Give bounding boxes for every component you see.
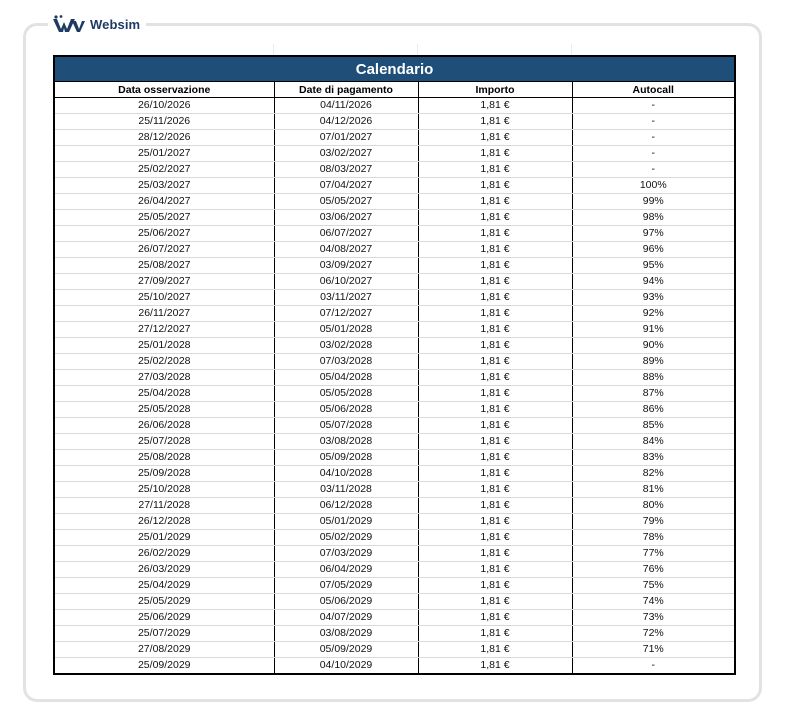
table-row [54, 354, 735, 370]
cell-data-osservazione: 25/01/2029 [54, 530, 274, 546]
cell-importo: 1,81 € [418, 258, 572, 274]
cell-importo: 1,81 € [418, 514, 572, 530]
cell-data-osservazione: 25/03/2027 [54, 178, 274, 194]
brand-name: Websim [90, 16, 141, 32]
cell-importo: 1,81 € [418, 306, 572, 322]
cell-date-pagamento: 06/07/2027 [274, 226, 418, 242]
table-row [54, 434, 735, 450]
table-row [54, 386, 735, 402]
table-row [54, 146, 735, 162]
cell-data-osservazione: 26/06/2028 [54, 418, 274, 434]
cell-importo: 1,81 € [418, 530, 572, 546]
cell-autocall: 83% [572, 450, 735, 466]
cell-autocall: 76% [572, 562, 735, 578]
table-row [54, 258, 735, 274]
cell-data-osservazione: 26/03/2029 [54, 562, 274, 578]
cell-date-pagamento: 05/04/2028 [274, 370, 418, 386]
cell-autocall: - [651, 659, 656, 671]
cell-autocall: 96% [572, 242, 735, 258]
cell-autocall: 74% [572, 594, 735, 610]
table-row [54, 370, 735, 386]
cell-data-osservazione: 27/11/2028 [54, 498, 274, 514]
table-row [54, 658, 735, 675]
cell-autocall: 75% [572, 578, 735, 594]
cell-autocall: 97% [572, 226, 735, 242]
cell-importo: 1,81 € [418, 610, 572, 626]
table-row [54, 450, 735, 466]
table-row [54, 514, 735, 530]
table-row [54, 242, 735, 258]
table-row [54, 418, 735, 434]
cell-date-pagamento: 05/05/2028 [274, 386, 418, 402]
cell-importo: 1,81 € [418, 402, 572, 418]
cell-autocall: 84% [572, 434, 735, 450]
cell-data-osservazione: 26/04/2027 [54, 194, 274, 210]
cell-importo: 1,81 € [418, 354, 572, 370]
cell-date-pagamento: 03/08/2028 [274, 434, 418, 450]
cell-autocall: 99% [572, 194, 735, 210]
cell-autocall: - [572, 146, 735, 162]
cell-data-osservazione: 25/08/2028 [54, 450, 274, 466]
cell-data-osservazione: 27/08/2029 [54, 642, 274, 658]
cell-date-pagamento: 05/01/2029 [274, 514, 418, 530]
cell-date-pagamento: 07/01/2027 [274, 130, 418, 146]
cell-data-osservazione: 25/09/2028 [54, 466, 274, 482]
cell-importo: 1,81 € [418, 450, 572, 466]
cell-date-pagamento: 06/12/2028 [274, 498, 418, 514]
cell-importo: 1,81 € [418, 418, 572, 434]
cell-data-osservazione: 25/05/2029 [54, 594, 274, 610]
cell-autocall: - [572, 98, 735, 114]
cell-date-pagamento: 05/09/2029 [274, 642, 418, 658]
cell-date-pagamento: 04/10/2029 [274, 658, 418, 675]
cell-autocall: - [572, 162, 735, 178]
table-row [54, 498, 735, 514]
cell-importo: 1,81 € [418, 642, 572, 658]
cell-autocall: 91% [572, 322, 735, 338]
table-title-row [54, 56, 735, 82]
cell-importo: 1,81 € [418, 482, 572, 498]
cell-autocall: 94% [572, 274, 735, 290]
table-row [54, 562, 735, 578]
cell-importo: 1,81 € [418, 322, 572, 338]
cell-date-pagamento: 07/03/2029 [274, 546, 418, 562]
cell-data-osservazione: 26/12/2028 [54, 514, 274, 530]
cell-autocall: 95% [572, 258, 735, 274]
cell-importo: 1,81 € [418, 98, 572, 114]
cell-data-osservazione: 25/11/2026 [54, 114, 274, 130]
cell-importo: 1,81 € [418, 146, 572, 162]
cell-data-osservazione: 25/10/2027 [54, 290, 274, 306]
table-row [54, 626, 735, 642]
cell-data-osservazione: 25/04/2028 [54, 386, 274, 402]
cell-autocall: 79% [572, 514, 735, 530]
cell-date-pagamento: 04/07/2029 [274, 610, 418, 626]
cell-autocall: 82% [572, 466, 735, 482]
cell-date-pagamento: 05/07/2028 [274, 418, 418, 434]
cell-date-pagamento: 06/10/2027 [274, 274, 418, 290]
cell-data-osservazione: 26/10/2026 [54, 98, 274, 114]
cell-data-osservazione: 25/04/2029 [54, 578, 274, 594]
cell-importo: 1,81 € [418, 370, 572, 386]
table-row [54, 530, 735, 546]
cell-data-osservazione: 25/01/2027 [54, 146, 274, 162]
cell-date-pagamento: 03/06/2027 [274, 210, 418, 226]
cell-importo: 1,81 € [418, 226, 572, 242]
cell-importo: 1,81 € [418, 466, 572, 482]
cell-date-pagamento: 04/12/2026 [274, 114, 418, 130]
column-header-data-osservazione: Data osservazione [54, 82, 274, 98]
cell-date-pagamento: 07/04/2027 [274, 178, 418, 194]
cell-importo: 1,81 € [418, 210, 572, 226]
table-row [54, 162, 735, 178]
cell-data-osservazione: 25/06/2027 [54, 226, 274, 242]
cell-importo: 1,81 € [418, 386, 572, 402]
table-row [54, 130, 735, 146]
cell-autocall: 85% [572, 418, 735, 434]
table-row [54, 226, 735, 242]
table-row [54, 178, 735, 194]
cell-data-osservazione: 25/06/2029 [54, 610, 274, 626]
cell-autocall: - [572, 130, 735, 146]
cell-date-pagamento: 05/02/2029 [274, 530, 418, 546]
table-row [54, 322, 735, 338]
table-row [54, 402, 735, 418]
cell-date-pagamento: 07/12/2027 [274, 306, 418, 322]
column-header-date-pagamento: Date di pagamento [274, 82, 418, 98]
cell-autocall: 77% [572, 546, 735, 562]
cell-importo: 1,81 € [418, 194, 572, 210]
cell-date-pagamento: 05/01/2028 [274, 322, 418, 338]
cell-data-osservazione: 25/07/2028 [54, 434, 274, 450]
table-row [54, 194, 735, 210]
cell-date-pagamento: 05/06/2028 [274, 402, 418, 418]
table-row [54, 114, 735, 130]
cell-data-osservazione: 25/08/2027 [54, 258, 274, 274]
cell-data-osservazione: 27/09/2027 [54, 274, 274, 290]
table-row [54, 594, 735, 610]
cell-importo: 1,81 € [418, 114, 572, 130]
cell-date-pagamento: 04/10/2028 [274, 466, 418, 482]
table-title: Calendario [54, 56, 735, 82]
calendar-table [53, 55, 736, 675]
cell-importo: 1,81 € [418, 274, 572, 290]
cell-date-pagamento: 05/06/2029 [274, 594, 418, 610]
table-row [54, 482, 735, 498]
cell-data-osservazione: 26/07/2027 [54, 242, 274, 258]
cell-autocall: 89% [572, 354, 735, 370]
table-row [54, 466, 735, 482]
cell-data-osservazione: 26/02/2029 [54, 546, 274, 562]
cell-autocall: 72% [572, 626, 735, 642]
cell-data-osservazione: 25/07/2029 [54, 626, 274, 642]
cell-importo: 1,81 € [418, 498, 572, 514]
cell-data-osservazione: 25/09/2029 [54, 658, 274, 675]
cell-autocall: 80% [572, 498, 735, 514]
cell-autocall: 73% [572, 610, 735, 626]
cell-data-osservazione: 25/05/2028 [54, 402, 274, 418]
brand-logo[interactable] [48, 12, 146, 36]
cell-date-pagamento: 04/08/2027 [274, 242, 418, 258]
table-row [54, 290, 735, 306]
table-row [54, 642, 735, 658]
cell-data-osservazione: 27/12/2027 [54, 322, 274, 338]
cell-date-pagamento: 08/03/2027 [274, 162, 418, 178]
table-header-row [54, 82, 735, 98]
table-row [54, 338, 735, 354]
cell-importo: 1,81 € [418, 546, 572, 562]
cell-data-osservazione: 26/11/2027 [54, 306, 274, 322]
cell-autocall: 100% [572, 178, 735, 194]
cell-date-pagamento: 07/03/2028 [274, 354, 418, 370]
cell-date-pagamento: 03/02/2028 [274, 338, 418, 354]
cell-autocall: 78% [572, 530, 735, 546]
websim-logo-icon [52, 15, 86, 33]
table-row [54, 274, 735, 290]
cell-importo: 1,81 € [418, 562, 572, 578]
cell-data-osservazione: 25/05/2027 [54, 210, 274, 226]
cell-date-pagamento: 03/09/2027 [274, 258, 418, 274]
cell-data-osservazione: 25/02/2028 [54, 354, 274, 370]
cell-autocall: 98% [572, 210, 735, 226]
cell-autocall: 81% [572, 482, 735, 498]
cell-importo: 1,81 € [418, 242, 572, 258]
cell-importo: 1,81 € [418, 578, 572, 594]
table-row [54, 578, 735, 594]
cell-autocall: 90% [572, 338, 735, 354]
cell-importo: 1,81 € [418, 290, 572, 306]
cell-data-osservazione: 25/02/2027 [54, 162, 274, 178]
cell-date-pagamento: 06/04/2029 [274, 562, 418, 578]
cell-date-pagamento: 03/08/2029 [274, 626, 418, 642]
table-row [54, 98, 735, 114]
table-row [54, 610, 735, 626]
column-header-autocall: Autocall [572, 82, 735, 98]
cell-autocall: 88% [572, 370, 735, 386]
cell-autocall: 86% [572, 402, 735, 418]
cell-data-osservazione: 25/10/2028 [54, 482, 274, 498]
cell-autocall: 71% [572, 642, 735, 658]
cell-importo: 1,81 € [418, 130, 572, 146]
cell-data-osservazione: 25/01/2028 [54, 338, 274, 354]
cell-autocall: - [572, 114, 735, 130]
cell-importo: 1,81 € [418, 338, 572, 354]
cell-importo: 1,81 € [418, 658, 572, 675]
cell-date-pagamento: 05/05/2027 [274, 194, 418, 210]
cell-data-osservazione: 27/03/2028 [54, 370, 274, 386]
cell-autocall: 93% [572, 290, 735, 306]
cell-date-pagamento: 03/11/2027 [274, 290, 418, 306]
table-row [54, 546, 735, 562]
cell-data-osservazione: 28/12/2026 [54, 130, 274, 146]
cell-importo: 1,81 € [418, 178, 572, 194]
cell-autocall: 92% [572, 306, 735, 322]
table-row [54, 210, 735, 226]
cell-autocall: 87% [572, 386, 735, 402]
cell-importo: 1,81 € [418, 594, 572, 610]
cell-importo: 1,81 € [418, 162, 572, 178]
cell-importo: 1,81 € [418, 434, 572, 450]
cell-date-pagamento: 04/11/2026 [274, 98, 418, 114]
cell-date-pagamento: 05/09/2028 [274, 450, 418, 466]
cell-date-pagamento: 03/02/2027 [274, 146, 418, 162]
table-row [54, 306, 735, 322]
cell-date-pagamento: 07/05/2029 [274, 578, 418, 594]
cell-date-pagamento: 03/11/2028 [274, 482, 418, 498]
cell-importo: 1,81 € [418, 626, 572, 642]
column-header-importo: Importo [418, 82, 572, 98]
